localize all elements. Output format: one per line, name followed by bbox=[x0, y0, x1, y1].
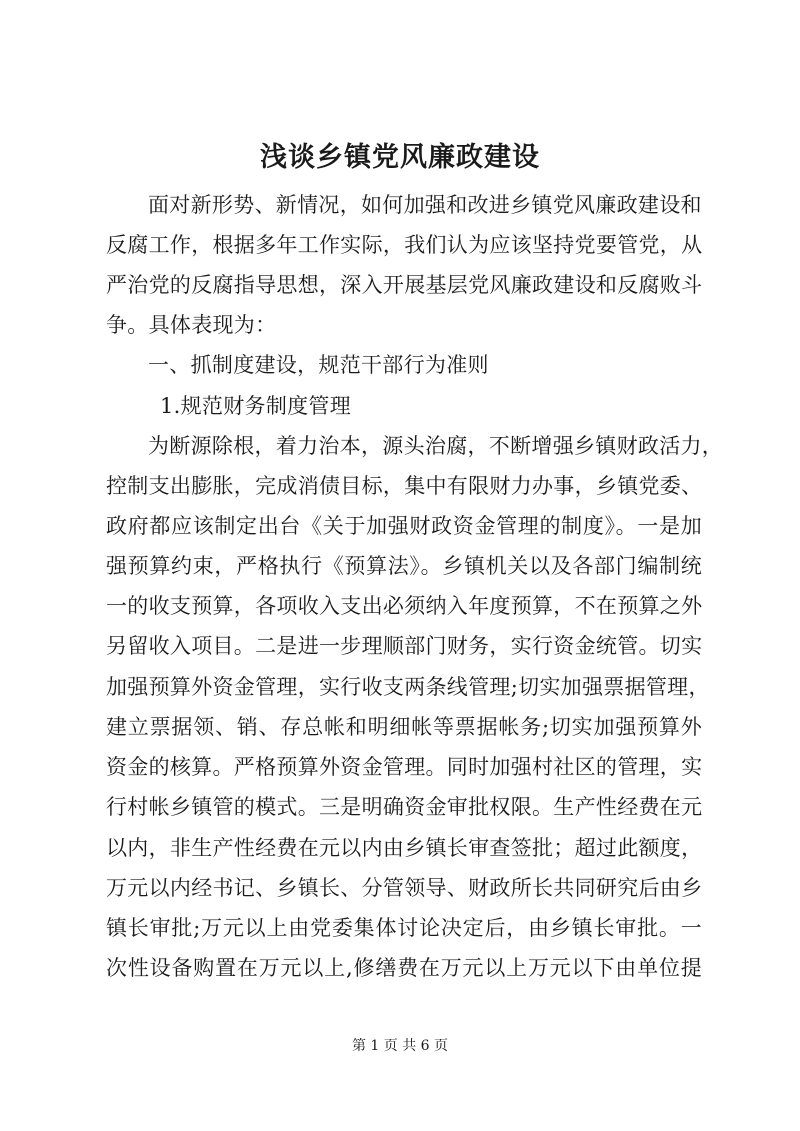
paragraph-line: 以内，非生产性经费在元以内由乡镇长审查签批；超过此额度， bbox=[106, 836, 703, 860]
paragraph-line: 资金的核算。严格预算外资金管理。同时加强村社区的管理，实 bbox=[106, 755, 703, 779]
paragraph-line: 强预算约束，严格执行《预算法》。乡镇机关以及各部门编制统 bbox=[106, 554, 702, 578]
document-title: 浅谈乡镇党风廉政建设 bbox=[260, 142, 540, 173]
paragraph-line: 为断源除根，着力治本，源头治腐，不断增强乡镇财政活力， bbox=[148, 434, 724, 458]
paragraph-line: 反腐工作，根据多年工作实际，我们认为应该坚持党要管党，从 bbox=[106, 233, 703, 257]
subsection-heading: 1.规范财务制度管理 bbox=[160, 394, 352, 418]
paragraph-line: 一的收支预算，各项收入支出必须纳入年度预算，不在预算之外 bbox=[106, 594, 703, 618]
section-heading: 一、抓制度建设，规范干部行为准则 bbox=[148, 353, 489, 377]
paragraph-line: 面对新形势、新情况，如何加强和改进乡镇党风廉政建设和 bbox=[148, 193, 702, 217]
page-number-footer: 第 1 页 共 6 页 bbox=[351, 1038, 449, 1054]
paragraph-line: 另留收入项目。二是进一步理顺部门财务，实行资金统管。切实 bbox=[106, 634, 703, 658]
paragraph-line: 镇长审批;万元以上由党委集体讨论决定后，由乡镇长审批。一 bbox=[106, 916, 702, 940]
paragraph-line: 控制支出膨胀，完成消债目标，集中有限财力办事，乡镇党委、 bbox=[106, 474, 703, 498]
paragraph-line: 次性设备购置在万元以上,修缮费在万元以上万元以下由单位提 bbox=[106, 956, 702, 980]
paragraph-line: 争。具体表现为： bbox=[106, 313, 277, 337]
paragraph-line: 建立票据领、销、存总帐和明细帐等票据帐务;切实加强预算外 bbox=[106, 715, 702, 739]
paragraph-line: 行村帐乡镇管的模式。三是明确资金审批权限。生产性经费在元 bbox=[106, 795, 703, 819]
paragraph-line: 政府都应该制定出台《关于加强财政资金管理的制度》。一是加 bbox=[106, 514, 702, 538]
paragraph-line: 严治党的反腐指导思想，深入开展基层党风廉政建设和反腐败斗 bbox=[106, 273, 703, 297]
paragraph-line: 加强预算外资金管理，实行收支两条线管理;切实加强票据管理， bbox=[106, 675, 710, 699]
paragraph-line: 万元以内经书记、乡镇长、分管领导、财政所长共同研究后由乡 bbox=[106, 876, 703, 900]
